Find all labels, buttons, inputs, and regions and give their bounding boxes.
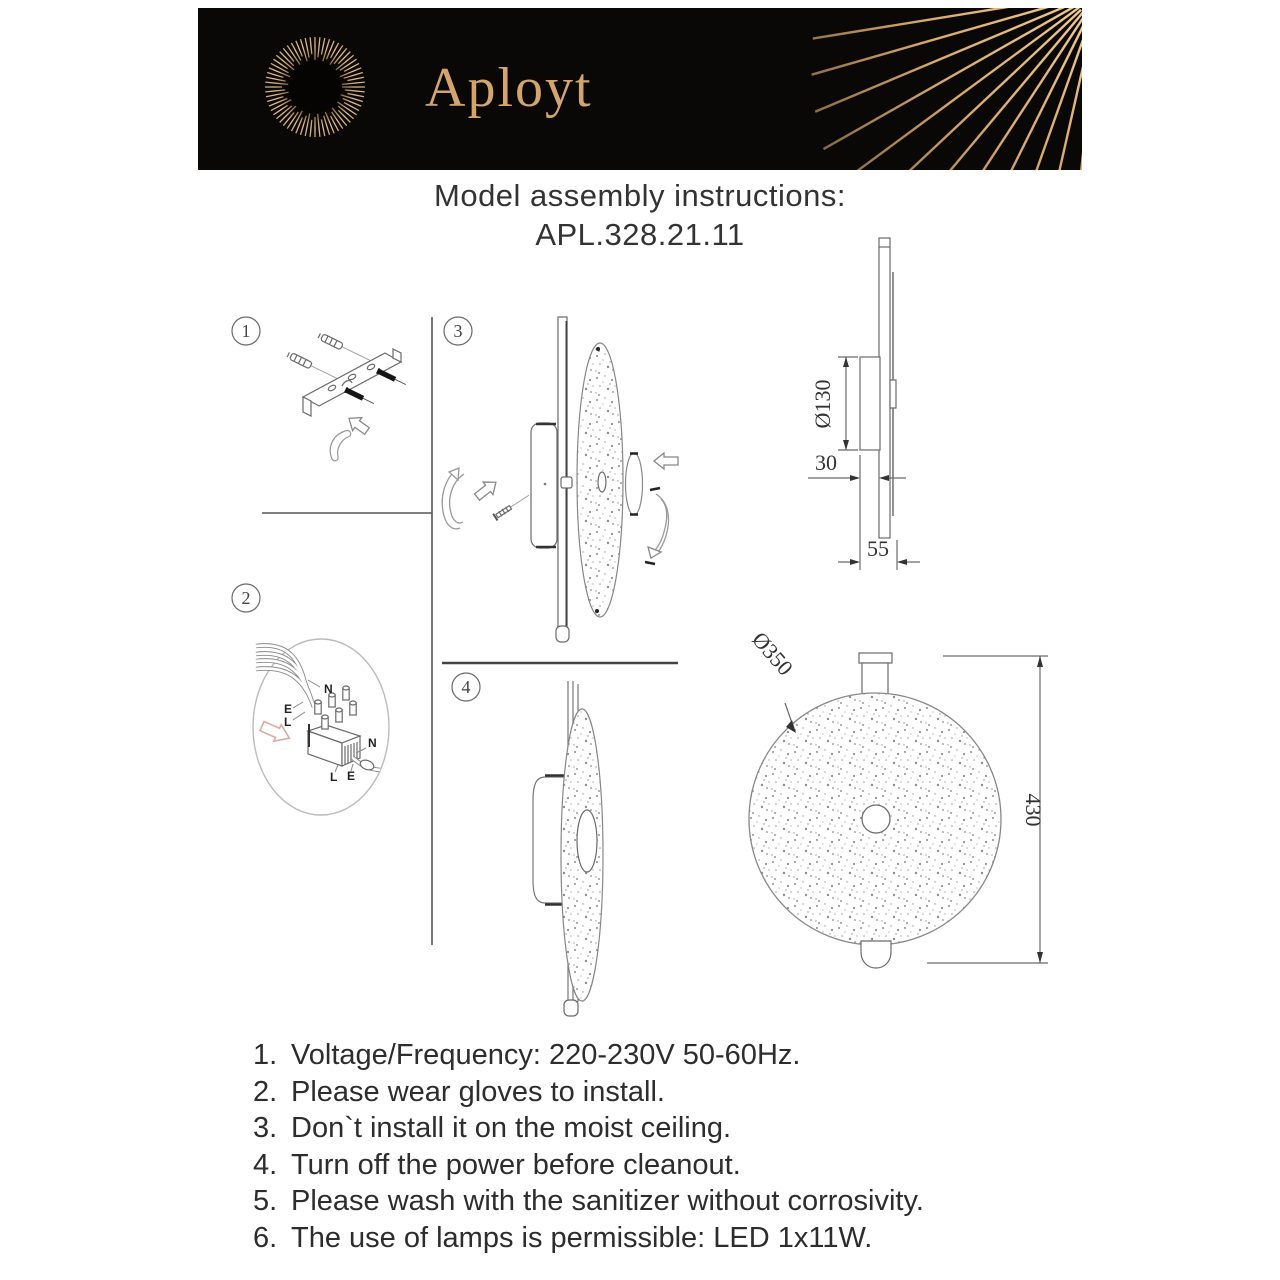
screw-icon [377,368,407,387]
diffuser-ring [626,453,643,515]
list-item [253,1183,1013,1220]
model-number: APL.328.21.11 [535,217,745,252]
front-view-drawing [749,653,1001,968]
dim-350-label: Ø350 [747,626,799,681]
disc-center-slot [598,472,606,492]
mounting-bracket [303,349,401,416]
label-l-left: L [284,715,292,729]
item-text: The use of lamps is permissible: LED 1x11W. [291,1221,873,1254]
arrow-left-icon [654,453,678,469]
step-3-diagram [442,317,678,642]
item-text: Please wash with the sanitizer without corrosivity. [291,1185,924,1217]
step-4-diagram [452,673,603,1016]
item-number: 4. [253,1148,278,1181]
label-n-right: N [368,736,377,750]
dim-30-label: 30 [815,450,837,475]
step-2-diagram [232,584,389,815]
brand-name: Aployt [425,57,593,119]
item-text: Voltage/Frequency: 220-230V 50-60Hz. [291,1039,801,1071]
arrow-up-right-icon [472,476,501,503]
dim-55-label: 55 [867,536,889,561]
dimension-side-view [808,238,920,570]
side-view-drawing [860,238,896,538]
item-number: 3. [253,1112,278,1144]
dim-130-label: Ø130 [810,379,835,429]
assembled-lamp [533,681,603,1016]
list-item [253,1220,1013,1257]
item-number: 6. [253,1221,278,1254]
wall-mount [531,423,557,548]
rotate-arrow-icon [645,488,669,564]
label-e-left: E [284,702,293,716]
wall-plate [556,317,572,642]
dimension-front-view [747,627,1048,968]
instructions-list [253,1037,1013,1256]
label-n-top: N [324,682,333,696]
curved-hook-icon [330,431,350,461]
step-4-number: 4 [461,677,471,697]
item-text: Don`t install it on the moist ceiling. [291,1112,732,1144]
list-item [253,1074,1013,1111]
label-e-bottom: E [347,769,356,783]
item-number: 2. [253,1075,278,1108]
item-text: Turn off the power before cleanout. [291,1148,741,1181]
screw-icon [493,492,531,520]
item-number: 1. [253,1039,278,1071]
item-text: Please wear gloves to install. [291,1075,665,1108]
step-2-number: 2 [241,588,251,608]
dim-30 [808,450,906,481]
step-3-number: 3 [453,321,463,341]
dim-130 [810,357,858,450]
list-item [253,1147,1013,1184]
screw-icon [345,387,375,406]
rotate-arrow-icon [442,468,464,529]
item-number: 5. [253,1185,278,1217]
label-l-bottom: L [330,770,338,784]
dim-350 [747,627,798,733]
list-item [253,1110,1013,1147]
step-1-diagram [232,317,407,461]
step-1-number: 1 [241,321,251,341]
list-item [253,1037,1013,1074]
page-title: Model assembly instructions: [434,178,846,213]
dim-430-label: 430 [1021,793,1046,827]
